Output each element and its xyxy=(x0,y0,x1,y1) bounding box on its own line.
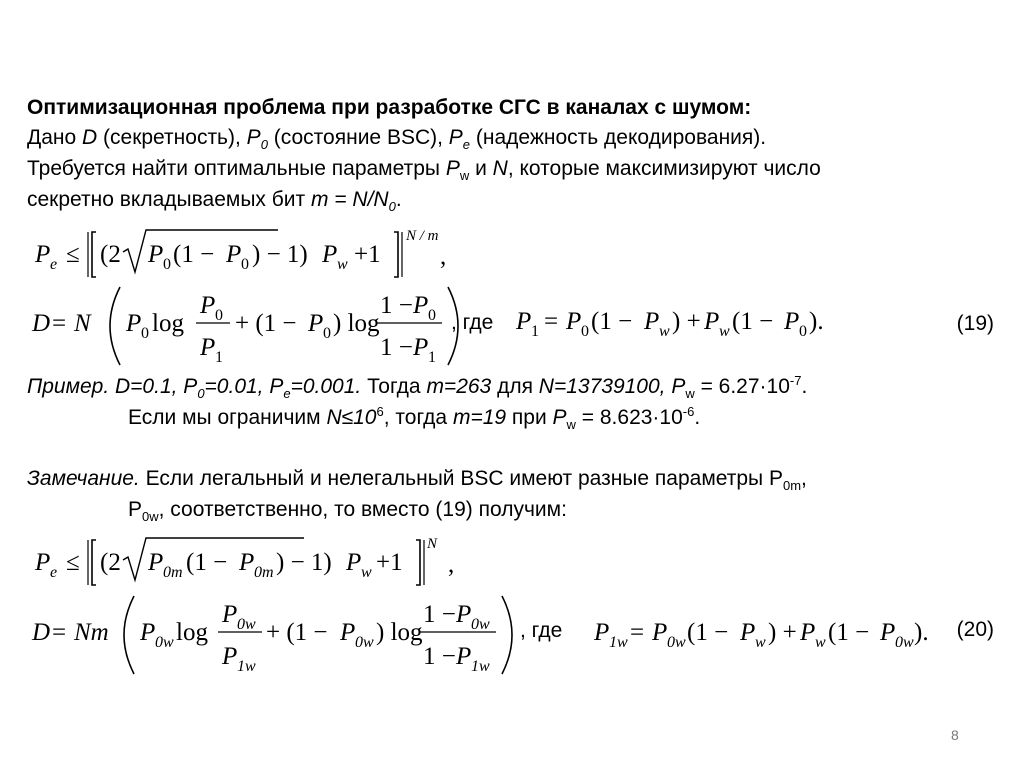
svg-text:(1 −: (1 − xyxy=(186,549,228,576)
example-line-1: Пример. D=0.1, $P_0=0.01$, $P_e=0.001$. Тогда m=263 для N=13739100, $P_w = 6.27\cdot 10^{-7}$. xyxy=(27,373,808,402)
svg-text:0: 0 xyxy=(581,323,589,340)
svg-text:N / m: N / m xyxy=(406,228,439,244)
svg-text:P: P xyxy=(880,619,896,646)
equation-number-19: (19) xyxy=(956,312,994,335)
svg-text:1 −: 1 − xyxy=(380,334,413,361)
svg-text:P: P xyxy=(340,619,356,646)
svg-text:0: 0 xyxy=(323,325,331,342)
formula-svg xyxy=(514,301,834,341)
svg-text:P: P xyxy=(784,308,800,335)
svg-text:0: 0 xyxy=(241,256,249,273)
formula-pe-inequality-19 xyxy=(30,222,450,289)
svg-text:,: , xyxy=(448,551,455,578)
svg-text:,: , xyxy=(440,243,447,270)
svg-text:P: P xyxy=(740,619,756,646)
svg-text:N: N xyxy=(427,536,438,552)
svg-text:+ (1 −: + (1 − xyxy=(235,310,297,337)
svg-text:P: P xyxy=(566,308,582,335)
svg-text:0m: 0m xyxy=(163,564,183,581)
svg-text:1: 1 xyxy=(531,323,539,340)
svg-text:P: P xyxy=(140,619,156,646)
svg-text:P: P xyxy=(148,549,164,576)
svg-text:P: P xyxy=(308,310,324,337)
svg-text:≤: ≤ xyxy=(66,241,80,268)
svg-text:Nm: Nm xyxy=(74,619,109,646)
svg-text:0w: 0w xyxy=(155,634,174,651)
given-line: Дано D (секретность), $P_0$ (состояние BSC), $P_e$ (надежность декодирования). xyxy=(27,126,767,153)
formula-p1w-20 xyxy=(592,612,932,659)
svg-text:0w: 0w xyxy=(895,634,914,651)
svg-text:P: P xyxy=(200,292,216,319)
svg-text:(1 −: (1 − xyxy=(732,308,774,335)
svg-text:0: 0 xyxy=(163,256,171,273)
svg-text:log: log xyxy=(152,310,184,337)
svg-text:0w: 0w xyxy=(355,634,374,651)
svg-text:1w: 1w xyxy=(237,658,256,675)
svg-text:P: P xyxy=(594,619,610,646)
task-line-1: Требуется найти оптимальные параметры $P_w$ и N, которые максимизируют число xyxy=(27,157,821,184)
equation-number-20: (20) xyxy=(956,618,994,641)
svg-text:P: P xyxy=(346,549,362,576)
svg-text:(1 −: (1 − xyxy=(828,619,870,646)
svg-text:1: 1 xyxy=(428,349,436,366)
svg-text:0w: 0w xyxy=(237,616,256,633)
page-number: 8 xyxy=(951,727,959,743)
formula-pe-inequality-20 xyxy=(30,530,455,597)
svg-text:0: 0 xyxy=(141,325,149,342)
svg-text:0: 0 xyxy=(215,307,223,324)
svg-text:w: w xyxy=(755,634,766,651)
svg-text:(2: (2 xyxy=(100,549,121,576)
svg-text:P: P xyxy=(652,619,668,646)
svg-text:1w: 1w xyxy=(471,658,490,675)
formula-svg xyxy=(592,612,932,652)
svg-text:P: P xyxy=(239,549,255,576)
svg-text:w: w xyxy=(719,323,730,340)
svg-text:(1 −: (1 − xyxy=(591,308,633,335)
svg-text:1 −: 1 − xyxy=(380,292,413,319)
svg-text:P: P xyxy=(800,619,816,646)
svg-text:D: D xyxy=(32,310,51,337)
svg-text:1: 1 xyxy=(215,349,223,366)
svg-text:P: P xyxy=(322,241,338,268)
svg-text:) +: ) + xyxy=(768,619,797,646)
svg-text:P: P xyxy=(35,241,51,268)
svg-text:=: = xyxy=(52,310,67,337)
svg-text:) +: ) + xyxy=(672,308,701,335)
svg-text:P: P xyxy=(456,601,472,628)
svg-text:0w: 0w xyxy=(667,634,686,651)
remark-line-1: Замечание. Если легальный и нелегальный BSC имеют разные параметры $P_{0m}$, xyxy=(27,467,807,494)
gde-label-20: , где xyxy=(520,619,563,642)
svg-text:1w: 1w xyxy=(609,634,628,651)
remark-line-2: $P_{0w}$, соответственно, то вместо (19) получим: xyxy=(128,498,567,525)
svg-text:0: 0 xyxy=(799,323,807,340)
svg-text:P: P xyxy=(413,292,429,319)
svg-text:P: P xyxy=(200,334,216,361)
formula-d-19 xyxy=(30,283,470,376)
svg-text:P: P xyxy=(704,308,720,335)
svg-text:1 −: 1 − xyxy=(423,601,456,628)
svg-text:=: = xyxy=(52,619,67,646)
svg-text:) − 1): ) − 1) xyxy=(276,549,332,576)
svg-text:=: = xyxy=(630,619,645,646)
slide-heading: Оптимизационная проблема при разработке СГС в каналах с шумом: xyxy=(27,96,752,119)
svg-text:P: P xyxy=(516,308,532,335)
svg-text:0w: 0w xyxy=(471,616,490,633)
svg-text:≤: ≤ xyxy=(66,549,80,576)
svg-text:P: P xyxy=(148,241,164,268)
svg-text:).: ). xyxy=(914,619,929,646)
svg-text:) log: ) log xyxy=(376,619,423,646)
svg-text:+1: +1 xyxy=(376,549,403,576)
svg-text:0m: 0m xyxy=(254,564,274,581)
svg-text:) − 1): ) − 1) xyxy=(252,241,308,268)
svg-text:N: N xyxy=(74,310,91,337)
svg-text:P: P xyxy=(456,643,472,670)
svg-text:(1 −: (1 − xyxy=(173,241,215,268)
svg-text:w: w xyxy=(815,634,826,651)
svg-text:w: w xyxy=(659,323,670,340)
formula-p1-19 xyxy=(514,301,834,348)
svg-text:P: P xyxy=(222,601,238,628)
formula-svg xyxy=(30,283,470,369)
svg-text:P: P xyxy=(644,308,660,335)
formula-svg xyxy=(30,222,450,282)
svg-text:=: = xyxy=(544,308,559,335)
svg-text:(2: (2 xyxy=(100,241,121,268)
svg-text:log: log xyxy=(176,619,208,646)
task-line-2: секретно вкладываемых бит $m = N/N_0$. xyxy=(27,188,402,215)
formula-d-20 xyxy=(30,592,530,685)
svg-text:0: 0 xyxy=(428,307,436,324)
svg-text:P: P xyxy=(413,334,429,361)
formula-svg xyxy=(30,530,455,590)
svg-text:(1 −: (1 − xyxy=(687,619,729,646)
svg-text:P: P xyxy=(35,549,51,576)
gde-label-19: , где xyxy=(451,311,494,334)
svg-text:D: D xyxy=(32,619,51,646)
svg-text:P: P xyxy=(222,643,238,670)
svg-text:1 −: 1 − xyxy=(423,643,456,670)
svg-text:) log: ) log xyxy=(333,310,380,337)
svg-text:w: w xyxy=(337,256,348,273)
example-line-2: Если мы ограничим $N\le 10^6$, тогда m=19 при $P_w = 8.623\cdot 10^{-6}$. xyxy=(128,404,701,433)
svg-text:e: e xyxy=(50,564,58,581)
svg-text:+1: +1 xyxy=(354,241,381,268)
svg-text:P: P xyxy=(126,310,142,337)
svg-text:+ (1 −: + (1 − xyxy=(266,619,328,646)
svg-text:e: e xyxy=(50,256,58,273)
svg-text:P: P xyxy=(226,241,242,268)
svg-text:).: ). xyxy=(809,308,824,335)
formula-svg xyxy=(30,592,530,678)
svg-text:w: w xyxy=(361,564,372,581)
